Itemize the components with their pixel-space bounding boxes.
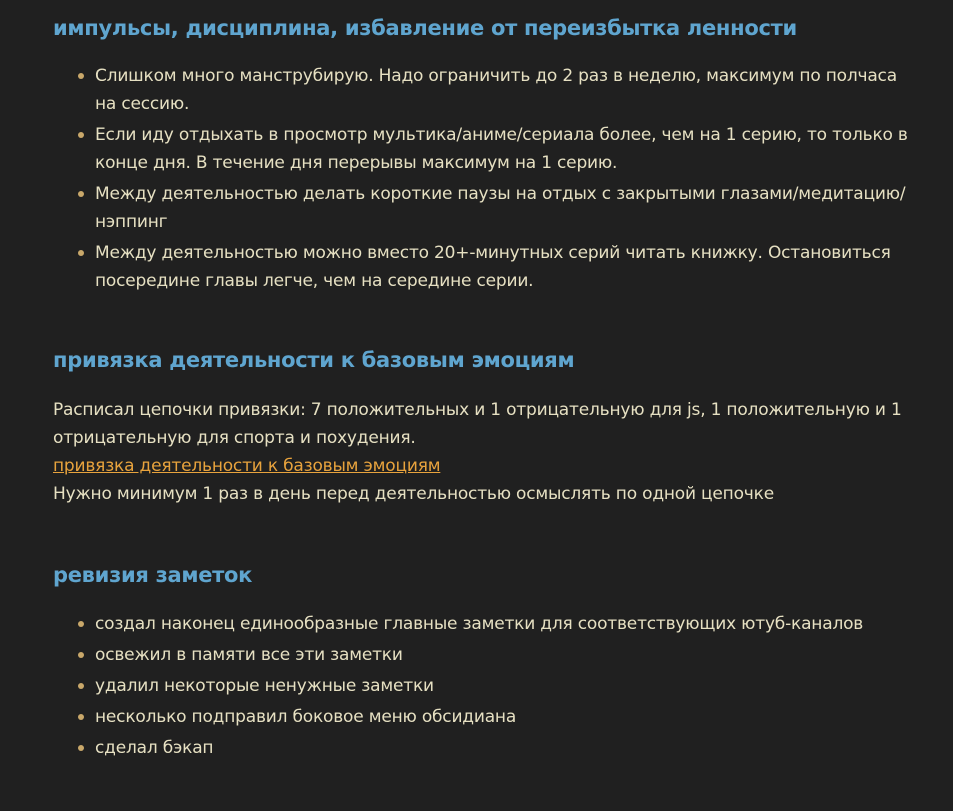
list-item: создал наконец единообразные главные заметки для соответствующих ютуб-каналов [95,610,913,638]
list-item: Между деятельностью делать короткие паузы на отдых с закрытыми глазами/медитацию/нэппинг [95,180,913,236]
list-item: Слишком много манструбирую. Надо ограничить до 2 раз в неделю, максимум по полчаса на сессию. [95,62,913,118]
list-item: несколько подправил боковое меню обсидиана [95,703,913,731]
paragraph-text: Расписал цепочки привязки: 7 положительных и 1 отрицательную для js, 1 положительную и 1 отрицательную для спорта и похудения. [53,400,902,448]
impulses-list [53,62,913,295]
section-heading-emotion-binding: привязка деятельности к базовым эмоциям [53,348,575,372]
section-heading-notes-revision: ревизия заметок [53,563,253,587]
list-item: Если иду отдыхать в просмотр мультика/аниме/сериала более, чем на 1 серию, то только в конце дня. В течение дня перерывы максимум на 1 серию. [95,121,913,177]
internal-note-link[interactable]: привязка деятельности к базовым эмоциям [53,456,441,476]
section-heading-impulses: импульсы, дисциплина, избавление от переизбытка ленности [53,16,797,40]
list-item: сделал бэкап [95,734,913,762]
notes-revision-list [53,610,913,762]
list-item: Между деятельностью можно вместо 20+-минутных серий читать книжку. Остановиться посередине главы легче, чем на середине серии. [95,239,913,295]
list-item: освежил в памяти все эти заметки [95,641,913,669]
paragraph-text: Нужно минимум 1 раз в день перед деятельностью осмыслять по одной цепочке [53,484,774,504]
emotion-binding-paragraph [53,396,913,508]
list-item: удалил некоторые ненужные заметки [95,672,913,700]
